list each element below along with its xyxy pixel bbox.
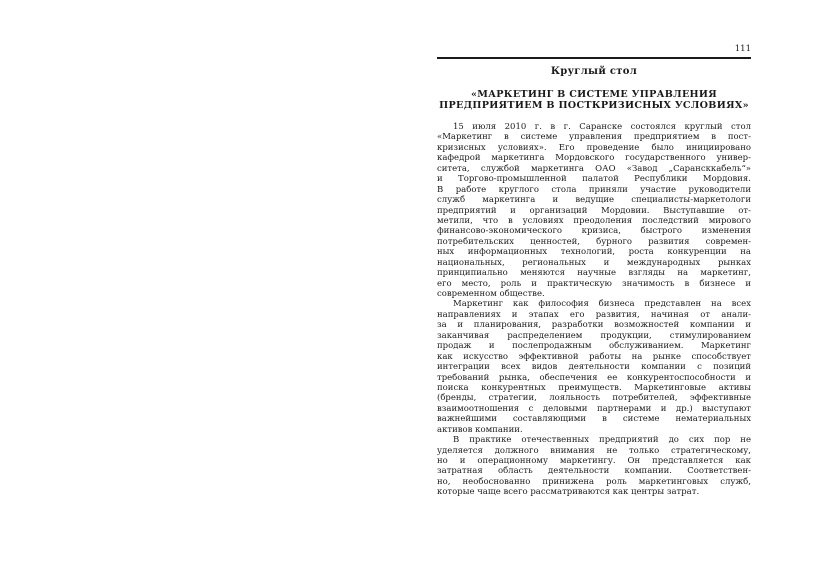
text-line: предприятий и организаций Мордовии. Выступавшие от- (437, 205, 751, 216)
text-line: затратная область деятельности компании. Соответствен- (437, 466, 751, 477)
text-line: продаж и послепродажным обслуживанием. Маркетинг (437, 341, 751, 352)
text-line: потребительских ценностей, бурного развития современ- (437, 236, 751, 247)
text-line: 15 июля 2010 г. в г. Саранске состоялся круглый стол (453, 122, 751, 132)
text-line: но, необоснованно принижена роль маркетинговых служб, (437, 476, 751, 487)
text-line: (бренды, стратегии, лояльность потребителей, эффективные (437, 393, 751, 404)
article-title-line: ПРЕДПРИЯТИЕМ В ПОСТКРИЗИСНЫХ УСЛОВИЯХ» (439, 100, 749, 111)
text-line: уделяется должного внимания не только стратегическому, (437, 445, 751, 456)
article-title (437, 89, 751, 111)
text-line: кризисных условиях». Его проведение было инициировано (437, 142, 751, 153)
text-line: служб маркетинга и ведущие специалисты-маркетологи (437, 195, 751, 206)
text-line: В практике отечественных предприятий до сих пор не (453, 435, 751, 446)
text-line: интеграции всех видов деятельности компании с позиций (437, 362, 751, 373)
section-title: Круглый стол (550, 66, 638, 77)
text-line: кафедрой маркетинга Мордовского государственного универ- (437, 153, 751, 164)
text-line: взаимоотношения с деловыми партнерами и др.) выступают (437, 403, 751, 414)
text-line: заканчивая распределением продукции, стимулированием (437, 330, 751, 341)
text-line: как искусство эффективной работы на рынке способствует (437, 351, 751, 362)
header-rule (437, 57, 751, 59)
paragraph (437, 435, 751, 498)
text-line: принципиально меняются научные взгляды на маркетинг, (437, 268, 751, 279)
text-line: В работе круглого стола приняли участие руководители (437, 184, 751, 195)
text-line: Маркетинг как философия бизнеса представлен на всех (453, 299, 751, 310)
text-line: активов компании. (437, 424, 523, 435)
page-number: 111 (734, 44, 751, 54)
text-line: «Маркетинг в системе управления предприятием в пост- (437, 132, 751, 143)
text-line: ных информационных технологий, роста конкуренции на (437, 247, 751, 258)
text-line: ситета, службой маркетинга ОАО «Завод „Сарансккабель“» (437, 163, 751, 174)
text-line: направлениях и этапах его развития, начиная от анали- (437, 309, 751, 320)
text-line: требований рынка, обеспечения ее конкурентоспособности и (437, 372, 751, 383)
text-line: современном обществе. (437, 289, 545, 299)
text-line: финансово-экономического кризиса, быстрого изменения (437, 226, 751, 237)
text-line: за и планирования, разработки возможностей компании и (437, 320, 751, 331)
paragraph (437, 122, 751, 299)
article-body (437, 122, 751, 498)
text-line: важнейшими составляющими в системе нематериальных (437, 414, 751, 425)
text-line: поиска конкурентных преимуществ. Маркетинговые активы (437, 382, 751, 393)
book-page (437, 44, 751, 498)
text-line: но и операционному маркетингу. Он представляется как (437, 456, 751, 466)
article-title-line: «МАРКЕТИНГ В СИСТЕМЕ УПРАВЛЕНИЯ (470, 89, 718, 100)
text-line: метили, что в условиях преодоления последствий мирового (437, 215, 751, 226)
text-line: и Торгово-промышленной палатой Республики Мордовия. (437, 174, 751, 185)
text-line: его место, роль и практическую значимость в бизнесе и (437, 278, 751, 289)
paragraph (437, 299, 751, 435)
text-line: которые чаще всего рассматриваются как центры затрат. (437, 487, 700, 498)
text-line: национальных, региональных и международных рынках (437, 257, 751, 268)
